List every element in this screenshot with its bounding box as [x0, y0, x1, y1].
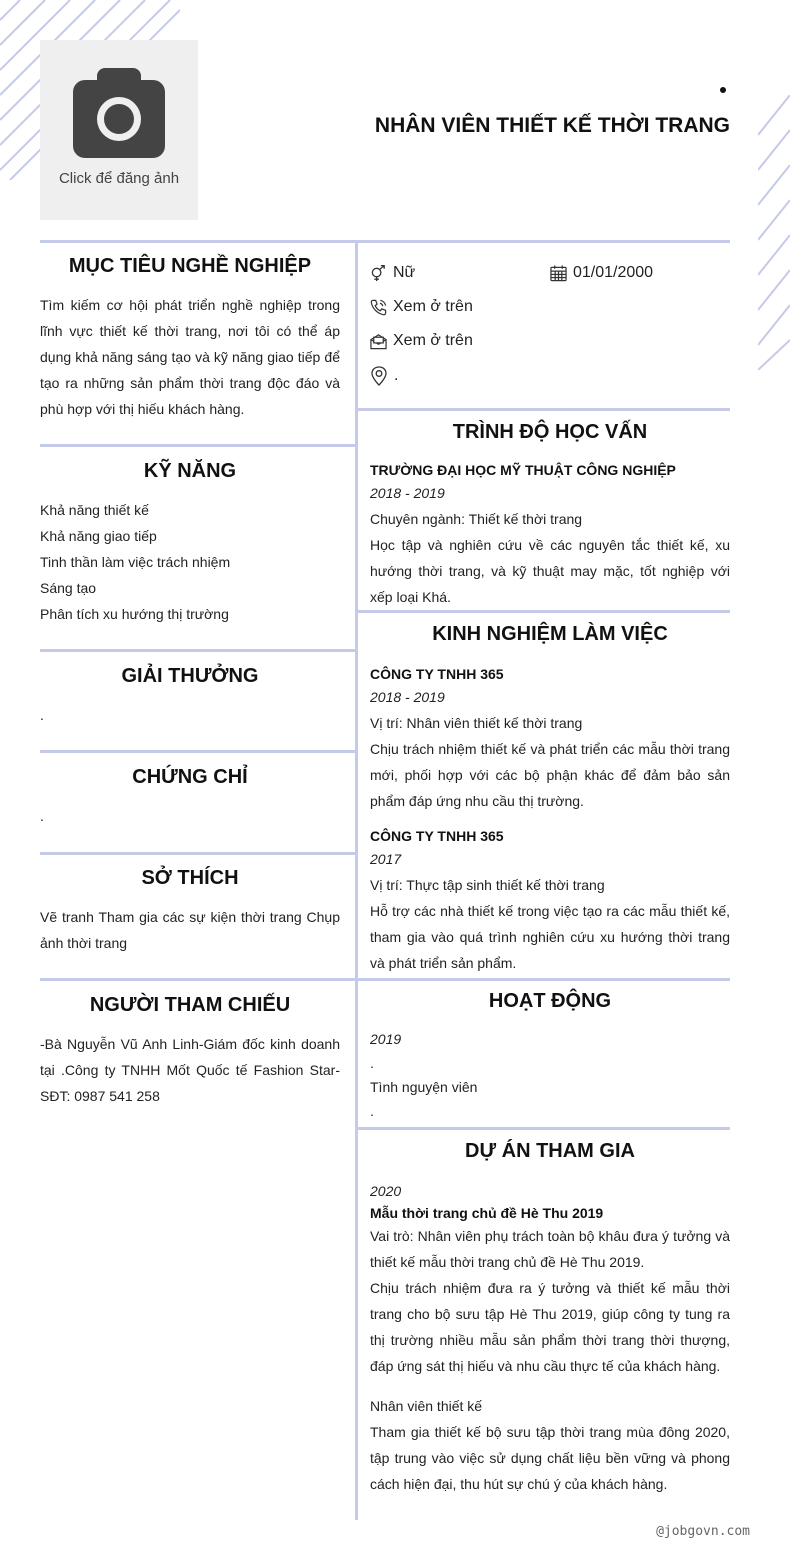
activities-section: [370, 990, 730, 1123]
phone-icon: [370, 299, 387, 316]
divider: [40, 444, 355, 447]
contact-phone: [370, 298, 473, 316]
objective-section: [40, 255, 340, 422]
photo-upload[interactable]: [40, 40, 198, 220]
divider: [358, 1127, 730, 1130]
experience-entry: [370, 826, 730, 976]
project-desc: Chịu trách nhiệm đưa ra ý tưởng và thiết kế mẫu thời trang cho bộ sưu tập Hè Thu 2019, giúp công ty tung ra thị trường nhiều mẫu sản phẩm thời trang thời thượng, đáp ứng sát thị hiếu và nhu cầu thực tế của khách hàng.: [370, 1280, 730, 1374]
section-title: GIẢI THƯỞNG: [121, 665, 259, 687]
watermark: @jobgovn.com: [656, 1524, 750, 1539]
hobbies-text: Vẽ tranh Tham gia các sự kiện thời trang Chụp ảnh thời trang: [40, 909, 340, 951]
camera-icon: [71, 66, 167, 162]
section-title: HOẠT ĐỘNG: [488, 990, 612, 1012]
education-section: [370, 421, 730, 610]
skills-section: [40, 460, 340, 627]
activity-year: 2019: [370, 1031, 402, 1047]
contact-address: [370, 366, 398, 386]
job-position: Vị trí: Nhân viên thiết kế thời trang: [370, 715, 583, 731]
divider: [358, 408, 730, 411]
skill-item: Sáng tạo: [40, 580, 97, 596]
company-name: CÔNG TY TNHH 365: [370, 666, 504, 682]
divider: [40, 750, 355, 753]
activity-line: .: [370, 1055, 374, 1071]
location-pin-icon: [370, 366, 388, 386]
gender-value: Nữ: [393, 264, 416, 281]
certificates-text: .: [40, 808, 44, 824]
job-desc: Chịu trách nhiệm thiết kế và phát triển các mẫu thời trang mới, phối hợp với các bộ phận khác để đảm bảo sản phẩm đáp ứng nhu cầu thị trường.: [370, 741, 730, 809]
photo-upload-label: Click để đăng ảnh: [58, 170, 180, 187]
activity-line: .: [370, 1103, 374, 1119]
section-title: DỰ ÁN THAM GIA: [465, 1140, 635, 1162]
divider: [40, 240, 730, 243]
contact-gender: [370, 264, 415, 282]
gender-icon: [370, 265, 387, 282]
awards-text: .: [40, 707, 44, 723]
job-period: 2018 - 2019: [370, 689, 445, 705]
section-title: MỤC TIÊU NGHỀ NGHIỆP: [68, 255, 312, 277]
address-value: .: [394, 367, 399, 384]
job-position: Vị trí: Thực tập sinh thiết kế thời trang: [370, 877, 605, 893]
education-major: Chuyên ngành: Thiết kế thời trang: [370, 511, 583, 527]
education-period: 2018 - 2019: [370, 485, 445, 501]
section-title: SỞ THÍCH: [141, 867, 239, 889]
contact-dob: [550, 264, 653, 282]
email-value: Xem ở trên: [393, 332, 473, 349]
section-title: NGƯỜI THAM CHIẾU: [89, 994, 291, 1016]
divider: [40, 649, 355, 652]
dob-value: 01/01/2000: [573, 264, 654, 281]
references-text: -Bà Nguyễn Vũ Anh Linh-Giám đốc kinh doanh tại .Công ty TNHH Mốt Quốc tế Fashion Star-SĐT: 0987 541 258: [40, 1036, 340, 1104]
skill-item: Phân tích xu hướng thị trường: [40, 606, 229, 622]
references-section: [40, 994, 340, 1109]
company-name: CÔNG TY TNHH 365: [370, 828, 504, 844]
skill-item: Tinh thần làm việc trách nhiệm: [40, 554, 231, 570]
calendar-icon: [550, 265, 567, 282]
certificates-section: [40, 766, 340, 829]
education-desc: Học tập và nghiên cứu về các nguyên tắc thiết kế, xu hướng thời trang, và kỹ thuật may mặc, tốt nghiệp với xếp loại Khá.: [370, 537, 730, 605]
hobbies-section: [40, 867, 340, 956]
project-year: 2020: [370, 1183, 402, 1199]
project-role: Vai trò: Nhân viên phụ trách toàn bộ khâu đưa ý tưởng và thiết kế mẫu thời trang chủ đề Hè Thu 2019.: [370, 1228, 730, 1270]
job-title: NHÂN VIÊN THIẾT KẾ THỜI TRANG: [374, 114, 730, 137]
section-title: CHỨNG CHỈ: [132, 766, 248, 788]
skill-item: Khả năng thiết kế: [40, 502, 149, 518]
phone-value: Xem ở trên: [393, 298, 473, 315]
skill-item: Khả năng giao tiếp: [40, 528, 157, 544]
experience-entry: [370, 664, 730, 814]
school-name: TRƯỜNG ĐẠI HỌC MỸ THUẬT CÔNG NGHIỆP: [370, 462, 676, 478]
divider: [40, 852, 355, 855]
bullet-dot: [720, 87, 726, 93]
column-divider: [355, 240, 358, 1520]
project-role-2: Nhân viên thiết kế: [370, 1398, 483, 1414]
awards-section: [40, 665, 340, 728]
project-name: Mẫu thời trang chủ đề Hè Thu 2019: [370, 1205, 604, 1221]
contact-email: [370, 332, 473, 350]
activity-role: Tình nguyện viên: [370, 1079, 478, 1095]
email-icon: [370, 333, 387, 350]
experience-section: [370, 623, 730, 976]
job-desc: Hỗ trợ các nhà thiết kế trong việc tạo ra các mẫu thiết kế, tham gia vào quá trình nghiên cứu xu hướng thời trang và phát triển sản phẩm.: [370, 903, 730, 971]
job-period: 2017: [370, 851, 402, 867]
divider: [40, 978, 730, 981]
projects-section: [370, 1140, 730, 1497]
section-title: TRÌNH ĐỘ HỌC VẤN: [452, 421, 648, 443]
divider: [358, 610, 730, 613]
section-title: KINH NGHIỆM LÀM VIỆC: [432, 623, 668, 645]
project-desc-2: Tham gia thiết kế bộ sưu tập thời trang mùa đông 2020, tập trung vào việc sử dụng chất liệu bền vững và phong cách hiện đại, thu hút sự chú ý của khách hàng.: [370, 1424, 730, 1492]
section-title: KỸ NĂNG: [143, 460, 237, 482]
objective-text: Tìm kiếm cơ hội phát triển nghề nghiệp trong lĩnh vực thiết kế thời trang, nơi tôi có thể áp dụng khả năng sáng tạo và kỹ năng giao tiếp để tạo ra những sản phẩm thời trang độc đáo và phù hợp với thị hiếu khách hàng.: [40, 297, 340, 417]
decorative-stripes-right: [758, 95, 790, 370]
